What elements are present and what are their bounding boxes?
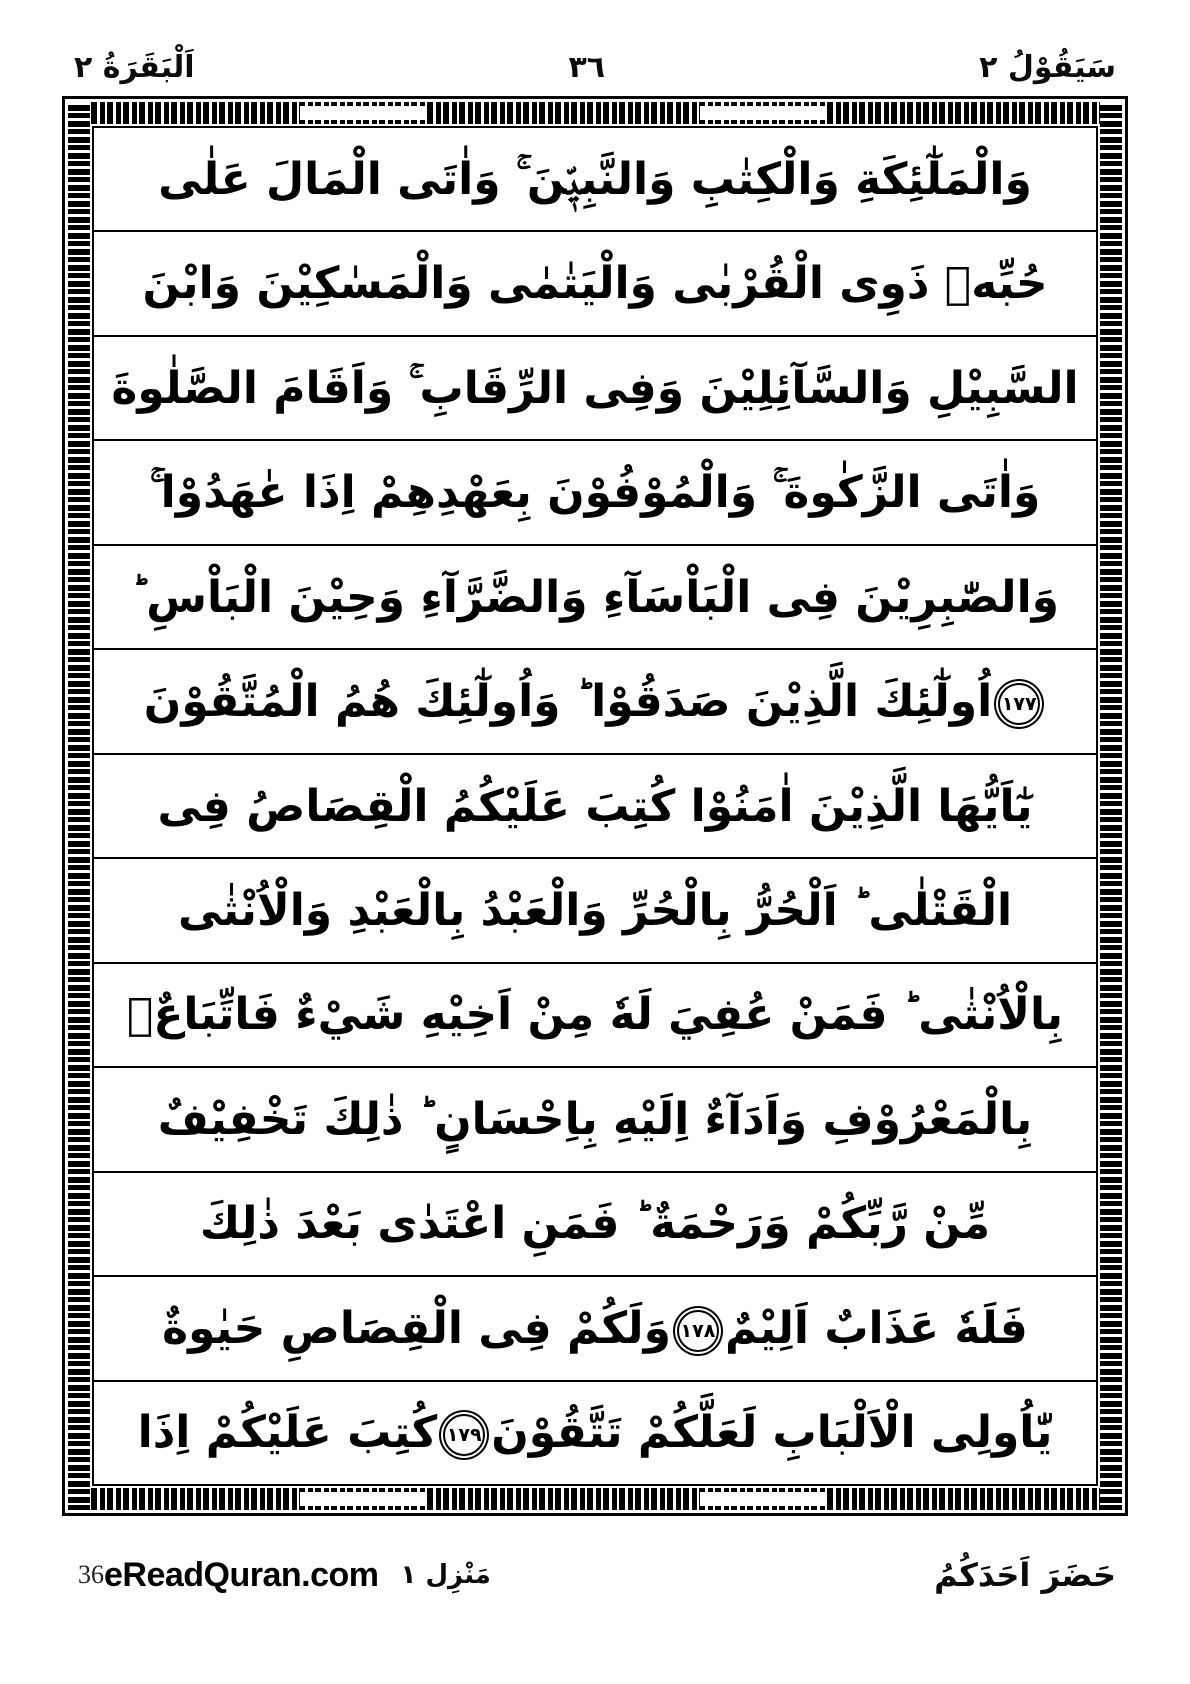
ayah-line-text: وَالصّٰبِرِيْنَ فِى الْبَاْسَآءِ وَالضَّرَّآءِ وَحِيْنَ الْبَاْسِ ؕ (130, 571, 1060, 623)
quran-text-block (92, 126, 1098, 1486)
ayah-line-text: يٰٓاَيُّهَا الَّذِيْنَ اٰمَنُوْا كُتِبَ عَلَيْكُمُ الْقِصَاصُ فِى (157, 780, 1033, 832)
ayah-line (94, 964, 1096, 1068)
ayah-line-text: السَّبِيْلِ وَالسَّآئِلِيْنَ وَفِى الرِّقَابِ ۚ وَاَقَامَ الصَّلٰوةَ (111, 362, 1079, 414)
ayah-line (94, 859, 1096, 963)
footer-page-number: 36 (78, 1560, 104, 1589)
ayah-line-segment: اُولٰٓئِكَ الَّذِيْنَ صَدَقُوْا ؕ وَاُولٰٓئِكَ هُمُ الْمُتَّقُوْنَ (143, 676, 993, 728)
ayah-line-text (100, 1301, 1090, 1356)
header-surah-name: اَلْبَقَرَةُ ٢ (74, 50, 195, 85)
ayah-line-text: بِالْمَعْرُوْفِ وَاَدَآءٌ اِلَيْهِ بِاِحْسَانٍ ؕ ذٰلِكَ تَخْفِيْفٌ (157, 1093, 1033, 1145)
ayah-line-text: بِالْاُنْثٰى ؕ فَمَنْ عُفِيَ لَهٗ مِنْ اَخِيْهِ شَيْءٌ فَاتِّبَاعٌۢ (126, 989, 1064, 1041)
footer-manzil-label: مَنْزِل ١ (400, 1560, 491, 1590)
ornamental-border-frame (62, 96, 1128, 1516)
ayah-line-segment: كُتِبَ عَلَيْكُمْ اِذَا (137, 1407, 438, 1459)
ayah-line (94, 1382, 1096, 1484)
ayah-line (94, 441, 1096, 545)
border-band-top (68, 102, 1122, 124)
footer-catchword: حَضَرَ اَحَدَكُمُ (934, 1556, 1116, 1594)
border-band-left (68, 102, 90, 1510)
ayah-line (94, 1173, 1096, 1277)
ayah-line-segment: وَلَكُمْ فِى الْقِصَاصِ حَيٰوةٌ (162, 1302, 671, 1354)
ayah-line-text: مِّنْ رَّبِّكُمْ وَرَحْمَةٌ ؕ فَمَنِ اعْتَدٰى بَعْدَ ذٰلِكَ (199, 1198, 991, 1250)
footer-site-link[interactable]: eReadQuran.com (104, 1555, 379, 1594)
ayah-line-text (100, 1405, 1090, 1460)
ayah-number-marker: ١٧٨ (677, 1310, 719, 1352)
header-para-name: سَيَقُوْلُ ٢ (979, 50, 1116, 85)
ayah-line (94, 546, 1096, 650)
ayah-line (94, 232, 1096, 336)
page-header (60, 44, 1130, 92)
ayah-line (94, 650, 1096, 754)
page-footer (60, 1540, 1130, 1610)
ayah-line-text: وَالْمَلٰٓئِكَةِ وَالْكِتٰبِ وَالنَّبِيّٖنَ ۚ وَاٰتَى الْمَالَ عَلٰى (158, 153, 1032, 205)
ayah-line-text: حُبِّهٖ ذَوِى الْقُرْبٰى وَالْيَتٰمٰى وَالْمَسٰكِيْنَ وَابْنَ (142, 258, 1048, 310)
ayah-line-segment: يّٰاُولِى الْاَلْبَابِ لَعَلَّكُمْ تَتَّقُوْنَ (491, 1407, 1053, 1459)
border-band-right (1100, 102, 1122, 1510)
ayah-number-marker: ١٧٧ (998, 683, 1040, 725)
ayah-number-marker: ١٧٩ (443, 1414, 485, 1456)
ayah-line (94, 337, 1096, 441)
ayah-line-text (100, 674, 1090, 729)
ayah-line-text: الْقَتْلٰى ؕ اَلْحُرُّ بِالْحُرِّ وَالْعَبْدُ بِالْعَبْدِ وَالْاُنْثٰى (177, 885, 1013, 937)
ayah-line (94, 755, 1096, 859)
border-band-bottom (68, 1488, 1122, 1510)
header-page-number-arabic: ٣٦ (568, 50, 606, 85)
ayah-line (94, 1277, 1096, 1381)
ayah-line (94, 128, 1096, 232)
ayah-line-text: وَاٰتَى الزَّكٰوةَ ۚ وَالْمُوْفُوْنَ بِعَهْدِهِمْ اِذَا عٰهَدُوْا ۚ (149, 467, 1041, 519)
ayah-line (94, 1068, 1096, 1172)
ayah-line-segment: فَلَهٗ عَذَابٌ اَلِيْمٌ (724, 1302, 1028, 1354)
